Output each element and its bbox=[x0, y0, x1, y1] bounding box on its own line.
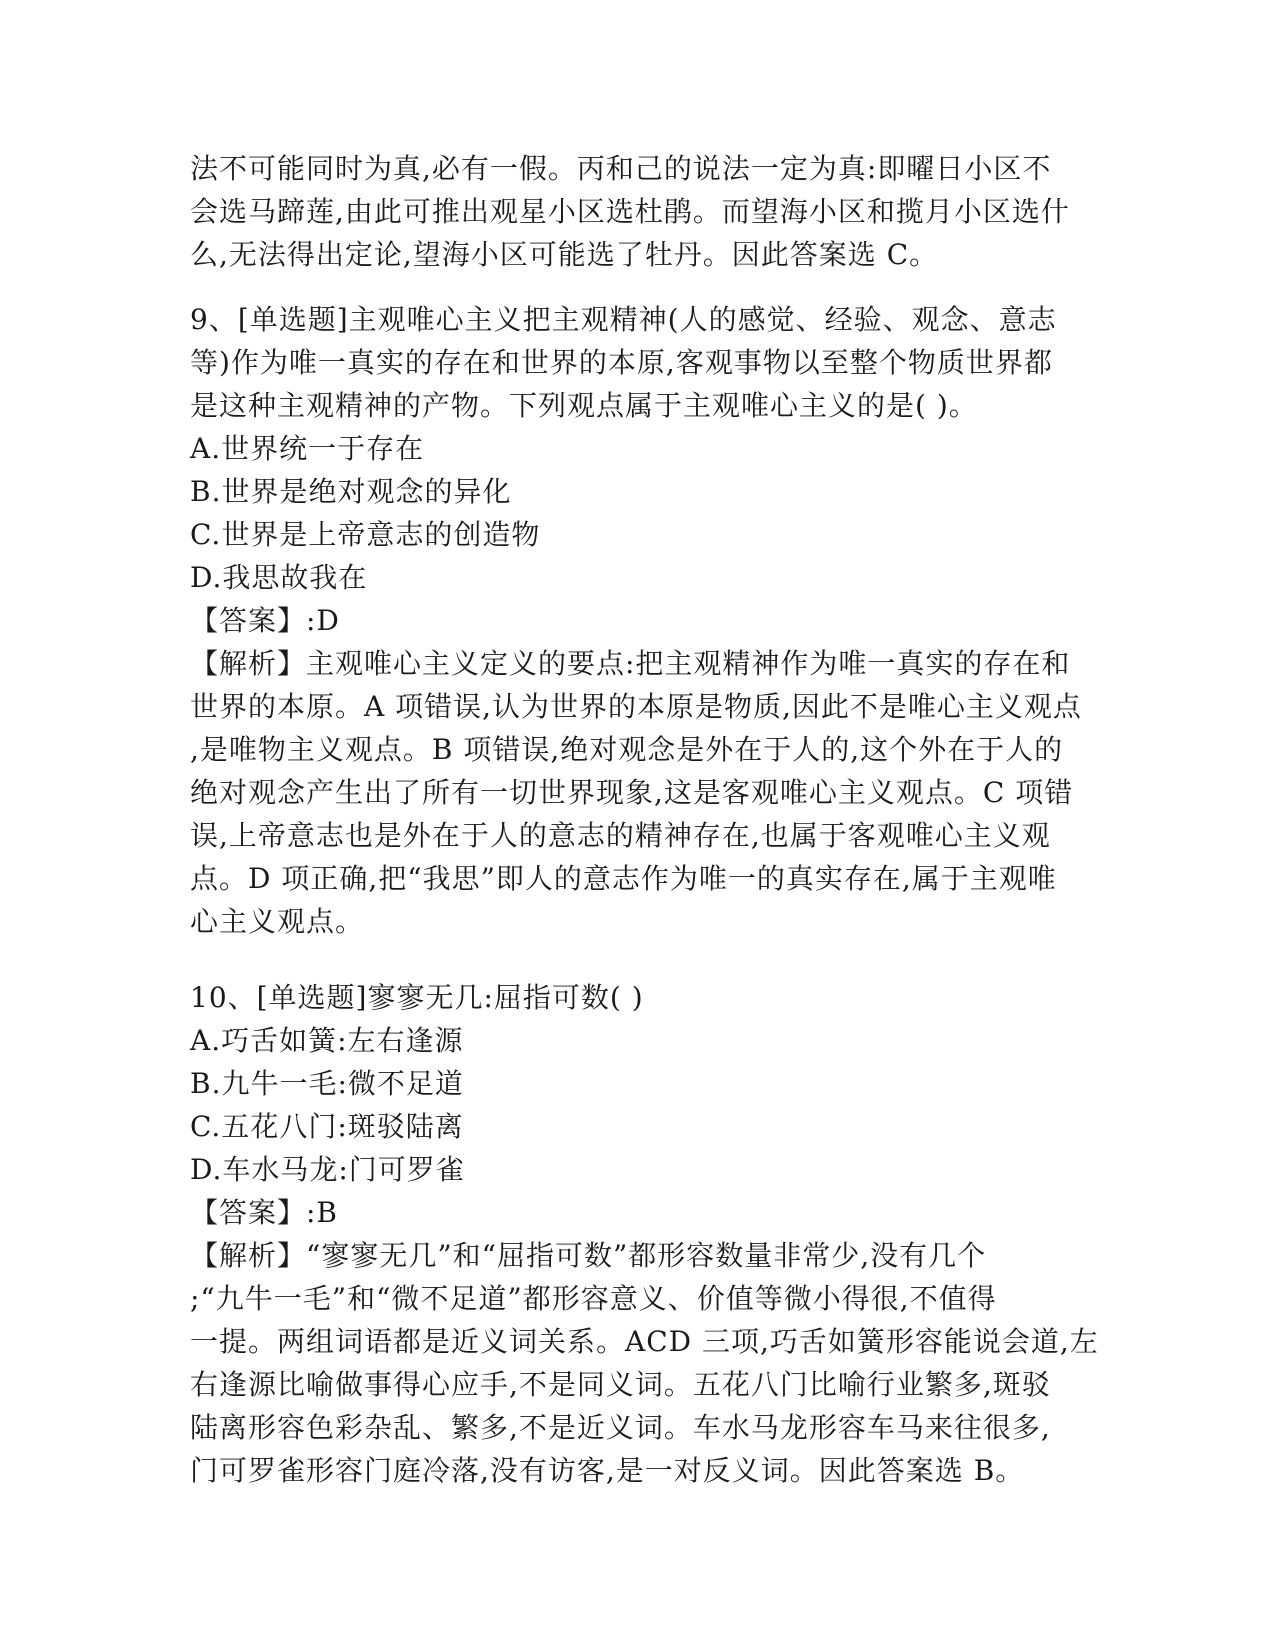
option-c: C.五花八门:斑驳陆离 bbox=[190, 1110, 464, 1143]
explanation-line: 陆离形容色彩杂乱、繁多,不是近义词。车水马龙形容车马来往很多, bbox=[190, 1411, 1051, 1444]
explanation-line: 世界的本原。A 项错误,认为世界的本原是物质,因此不是唯心主义观点 bbox=[190, 690, 1082, 723]
question-9 bbox=[190, 298, 1090, 943]
explanation-line: 门可罗雀形容门庭冷落,没有访客,是一对反义词。因此答案选 B。 bbox=[190, 1454, 1025, 1487]
option-a: A.巧舌如簧:左右逢源 bbox=[190, 1024, 464, 1057]
option-b: B.世界是绝对观念的异化 bbox=[190, 475, 512, 508]
explanation-line: 误,上帝意志也是外在于人的意志的精神存在,也属于客观唯心主义观 bbox=[190, 819, 1051, 852]
explanation-line: 心主义观点。 bbox=[190, 905, 365, 938]
option-a: A.世界统一于存在 bbox=[190, 432, 425, 465]
explanation-line: 【解析】主观唯心主义定义的要点:把主观精神作为唯一真实的存在和 bbox=[190, 647, 1071, 680]
explanation-line: 【解析】“寥寥无几”和“屈指可数”都形容数量非常少,没有几个 bbox=[190, 1239, 987, 1272]
explanation-line: 绝对观念产生出了所有一切世界现象,这是客观唯心主义观点。C 项错 bbox=[190, 776, 1074, 809]
question-stem-line: 9、[单选题]主观唯心主义把主观精神(人的感觉、经验、观念、意志 bbox=[190, 303, 1057, 336]
explanation-line: ;“九牛一毛”和“微不足道”都形容意义、价值等微小得很,不值得 bbox=[190, 1282, 997, 1315]
option-d: D.我思故我在 bbox=[190, 561, 368, 594]
question-stem-line: 等)作为唯一真实的存在和世界的本原,客观事物以至整个物质世界都 bbox=[190, 346, 1053, 379]
explanation-line: ,是唯物主义观点。B 项错误,绝对观念是外在于人的,这个外在于人的 bbox=[190, 733, 1064, 766]
question-stem-line: 10、[单选题]寥寥无几:屈指可数( ) bbox=[190, 981, 644, 1014]
previous-explanation bbox=[190, 147, 1090, 276]
explanation-line: 点。D 项正确,把“我思”即人的意志作为唯一的真实存在,属于主观唯 bbox=[190, 862, 1057, 895]
explanation-line: 会选马蹄莲,由此可推出观星小区选杜鹃。而望海小区和揽月小区选什 bbox=[190, 195, 1070, 228]
answer: 【答案】:B bbox=[190, 1196, 339, 1229]
explanation-line: 一提。两组词语都是近义词关系。ACD 三项,巧舌如簧形容能说会道,左 bbox=[190, 1325, 1099, 1358]
explanation-line: 法不可能同时为真,必有一假。丙和己的说法一定为真:即曜日小区不 bbox=[190, 152, 1052, 185]
explanation-line: 右逢源比喻做事得心应手,不是同义词。五花八门比喻行业繁多,斑驳 bbox=[190, 1368, 1051, 1401]
option-b: B.九牛一毛:微不足道 bbox=[190, 1067, 464, 1100]
answer: 【答案】:D bbox=[190, 604, 340, 637]
question-stem-line: 是这种主观精神的产物。下列观点属于主观唯心主义的是( )。 bbox=[190, 389, 978, 422]
option-c: C.世界是上帝意志的创造物 bbox=[190, 518, 541, 551]
question-10 bbox=[190, 976, 1099, 1492]
explanation-line: 么,无法得出定论,望海小区可能选了牡丹。因此答案选 C。 bbox=[190, 238, 939, 271]
option-d: D.车水马龙:门可罗雀 bbox=[190, 1153, 465, 1186]
